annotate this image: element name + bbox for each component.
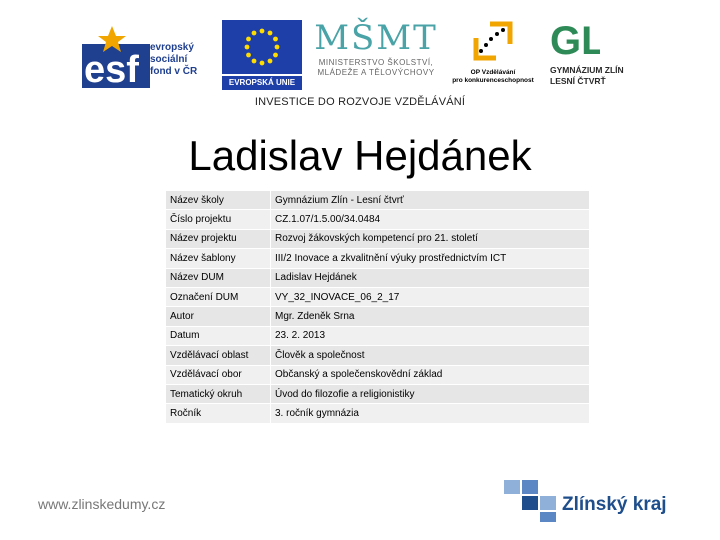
eu-label: EVROPSKÁ UNIE (222, 76, 302, 90)
info-table-body (166, 191, 589, 423)
table-key-cell: Název DUM (166, 268, 271, 287)
msmt-logo (306, 18, 446, 88)
table-key-cell: Datum (166, 326, 271, 345)
table-row (166, 307, 589, 326)
table-value-cell: Rozvoj žákovských kompetencí pro 21. století (271, 229, 590, 248)
op-logo (448, 18, 538, 90)
esf-text (150, 42, 197, 78)
gym-text-line: LESNÍ ČTVRŤ (550, 76, 606, 86)
table-row (166, 346, 589, 365)
svg-text:esf: esf (84, 49, 139, 88)
table-row (166, 287, 589, 306)
table-row (166, 191, 589, 210)
table-row (166, 326, 589, 345)
gym-mark-icon (550, 18, 600, 58)
table-key-cell: Číslo projektu (166, 210, 271, 229)
table-row (166, 268, 589, 287)
table-value-cell: Mgr. Zdeněk Srna (271, 307, 590, 326)
table-value-cell: III/2 Inovace a zkvalitnění výuky prostřednictvím ICT (271, 249, 590, 268)
footer-url: www.zlinskedumy.cz (38, 496, 166, 512)
table-value-cell: CZ.1.07/1.5.00/34.0484 (271, 210, 590, 229)
table-key-cell: Označení DUM (166, 287, 271, 306)
table-row (166, 384, 589, 403)
eu-flag-icon (222, 20, 302, 74)
esf-text-line: evropský (150, 42, 194, 53)
table-key-cell: Ročník (166, 404, 271, 423)
table-value-cell: Gymnázium Zlín - Lesní čtvrť (271, 191, 590, 210)
zlinsky-kraj-text: Zlínský kraj (562, 494, 667, 515)
msmt-mark: MŠMT (314, 18, 438, 58)
esf-logo (82, 22, 212, 88)
gym-text (550, 65, 650, 87)
op-caption: pro konkurenceschopnost (452, 77, 534, 84)
table-value-cell: 3. ročník gymnázia (271, 404, 590, 423)
op-mark-icon (470, 18, 516, 64)
svg-text:GL: GL (550, 19, 600, 58)
table-key-cell: Vzdělávací oblast (166, 346, 271, 365)
zlinsky-kraj-mark-icon (504, 478, 560, 522)
table-key-cell: Název šablony (166, 249, 271, 268)
eu-logo (222, 20, 302, 86)
table-key-cell: Název školy (166, 191, 271, 210)
op-caption: OP Vzdělávání (470, 69, 516, 76)
page-title: Ladislav Hejdánek (188, 132, 532, 179)
msmt-line: MLÁDEŽE A TĚLOVÝCHOVY (317, 68, 435, 77)
table-value-cell: VY_32_INOVACE_06_2_17 (271, 287, 590, 306)
table-value-cell: Ladislav Hejdánek (271, 268, 590, 287)
table-key-cell: Vzdělávací obor (166, 365, 271, 384)
table-value-cell: Občanský a společenskovědní základ (271, 365, 590, 384)
table-value-cell: Člověk a společnost (271, 346, 590, 365)
msmt-line: MINISTERSTVO ŠKOLSTVÍ, (318, 58, 434, 67)
table-key-cell: Název projektu (166, 229, 271, 248)
table-value-cell: Úvod do filozofie a religionistiky (271, 384, 590, 403)
zlinsky-kraj-logo (504, 478, 684, 522)
table-row (166, 229, 589, 248)
esf-text-line: sociální (150, 54, 188, 65)
gym-text-line: GYMNÁZIUM ZLÍN (550, 65, 624, 75)
table-row (166, 249, 589, 268)
table-row (166, 404, 589, 423)
logo-strip (0, 0, 720, 120)
table-key-cell: Tematický okruh (166, 384, 271, 403)
esf-text-line: fond v ČR (150, 66, 198, 77)
gymnazium-logo (550, 18, 650, 88)
esf-mark-icon (82, 22, 150, 88)
info-table (166, 191, 589, 424)
table-row (166, 210, 589, 229)
table-key-cell: Autor (166, 307, 271, 326)
banner-text: INVESTICE DO ROZVOJE VZDĚLÁVÁNÍ (254, 96, 466, 108)
table-row (166, 365, 589, 384)
table-value-cell: 23. 2. 2013 (271, 326, 590, 345)
